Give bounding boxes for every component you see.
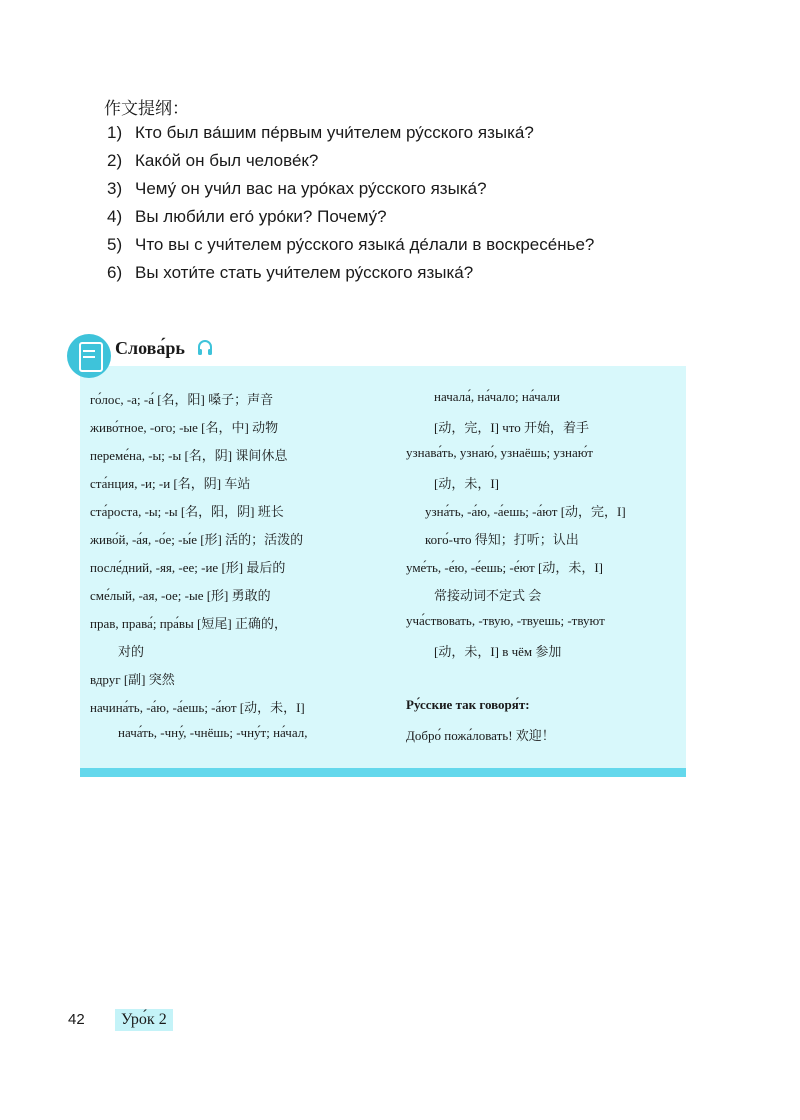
question-text: Вы люби́ли его́ уро́ки? Почему́? [135, 207, 387, 226]
vocab-entry: го́лос, -а; -а́ [名，阳] 嗓子；声音 [90, 392, 274, 407]
question-text: Что вы с учи́телем ру́сского языка́ де́лали в воскресе́нье? [135, 235, 595, 254]
outline-title: 作文提纲： [104, 99, 189, 118]
vocab-entry: ста́роста, -ы; -ы [名，阳，阴] 班长 [90, 504, 284, 519]
question-number: 1) [107, 123, 123, 142]
question-6 [107, 263, 473, 283]
question-1 [107, 123, 534, 143]
vocab-entry: сме́лый, -ая, -ое; -ые [形] 勇敢的 [90, 588, 271, 603]
question-number: 4) [107, 207, 123, 226]
vocab-entry: Добро́ пожа́ловать! 欢迎！ [406, 728, 555, 743]
question-text: Чему́ он учи́л вас на уро́ках ру́сского языка́? [135, 179, 487, 198]
vocab-entry: начина́ть, -а́ю, -а́ешь; -а́ют [动，未，I] [90, 700, 305, 715]
page-number: 42 [68, 1011, 85, 1028]
question-5 [107, 235, 594, 255]
vocab-entry: ста́нция, -и; -и [名，阴] 车站 [90, 476, 251, 491]
vocabulary-panel-underline [80, 768, 686, 777]
question-number: 6) [107, 263, 123, 282]
question-text: Како́й он был челове́к? [135, 151, 319, 170]
question-number: 2) [107, 151, 123, 170]
question-3 [107, 179, 487, 199]
vocab-entry: живо́тное, -ого; -ые [名，中] 动物 [90, 420, 279, 435]
vocab-entry: переме́на, -ы; -ы [名，阴] 课间休息 [90, 448, 288, 463]
question-text: Кто был ва́шим пе́рвым учи́телем ру́сского языка́? [135, 123, 534, 142]
headphone-icon[interactable] [197, 339, 213, 357]
vocab-entry: прав, права́; пра́вы [短尾] 正确的， [90, 616, 287, 631]
question-2 [107, 151, 318, 171]
vocab-entry: [动，未，I] в чём 参加 [434, 644, 562, 659]
vocab-entry: начала́, на́чало; на́чали [434, 389, 560, 404]
question-number: 3) [107, 179, 123, 198]
vocab-entry: [动，完，I] что 开始，着手 [434, 420, 590, 435]
vocab-entry: уча́ствовать, -твую, -твуешь; -твуют [406, 613, 605, 628]
phrase-heading: Ру́сские так говоря́т: [406, 697, 530, 712]
vocab-entry: [动，未，I] [434, 476, 499, 491]
vocab-entry: 常接动词不定式 会 [434, 588, 542, 603]
question-4 [107, 207, 387, 227]
vocab-entry: нача́ть, -чну́, -чнёшь; -чну́т; на́чал, [118, 725, 308, 740]
question-number: 5) [107, 235, 123, 254]
vocab-entry: живо́й, -а́я, -о́е; -ы́е [形] 活的；活泼的 [90, 532, 304, 547]
question-text: Вы хоти́те стать учи́телем ру́сского языка́? [135, 263, 474, 282]
vocab-entry: вдруг [副] 突然 [90, 672, 175, 687]
vocab-entry: уме́ть, -е́ю, -е́ешь; -е́ют [动，未，I] [406, 560, 603, 575]
vocab-entry: кого́-что 得知；打听；认出 [425, 532, 579, 547]
vocab-entry: узна́ть, -а́ю, -а́ешь; -а́ют [动，完，I] [425, 504, 626, 519]
book-icon [67, 334, 111, 378]
vocab-entry: узнава́ть, узнаю́, узнаёшь; узнаю́т [406, 445, 593, 460]
lesson-label: Уро́к 2 [115, 1009, 173, 1031]
vocabulary-title: Слова́рь [115, 338, 185, 358]
vocab-entry: 对的 [118, 644, 145, 659]
vocab-entry: после́дний, -яя, -ее; -ие [形] 最后的 [90, 560, 286, 575]
